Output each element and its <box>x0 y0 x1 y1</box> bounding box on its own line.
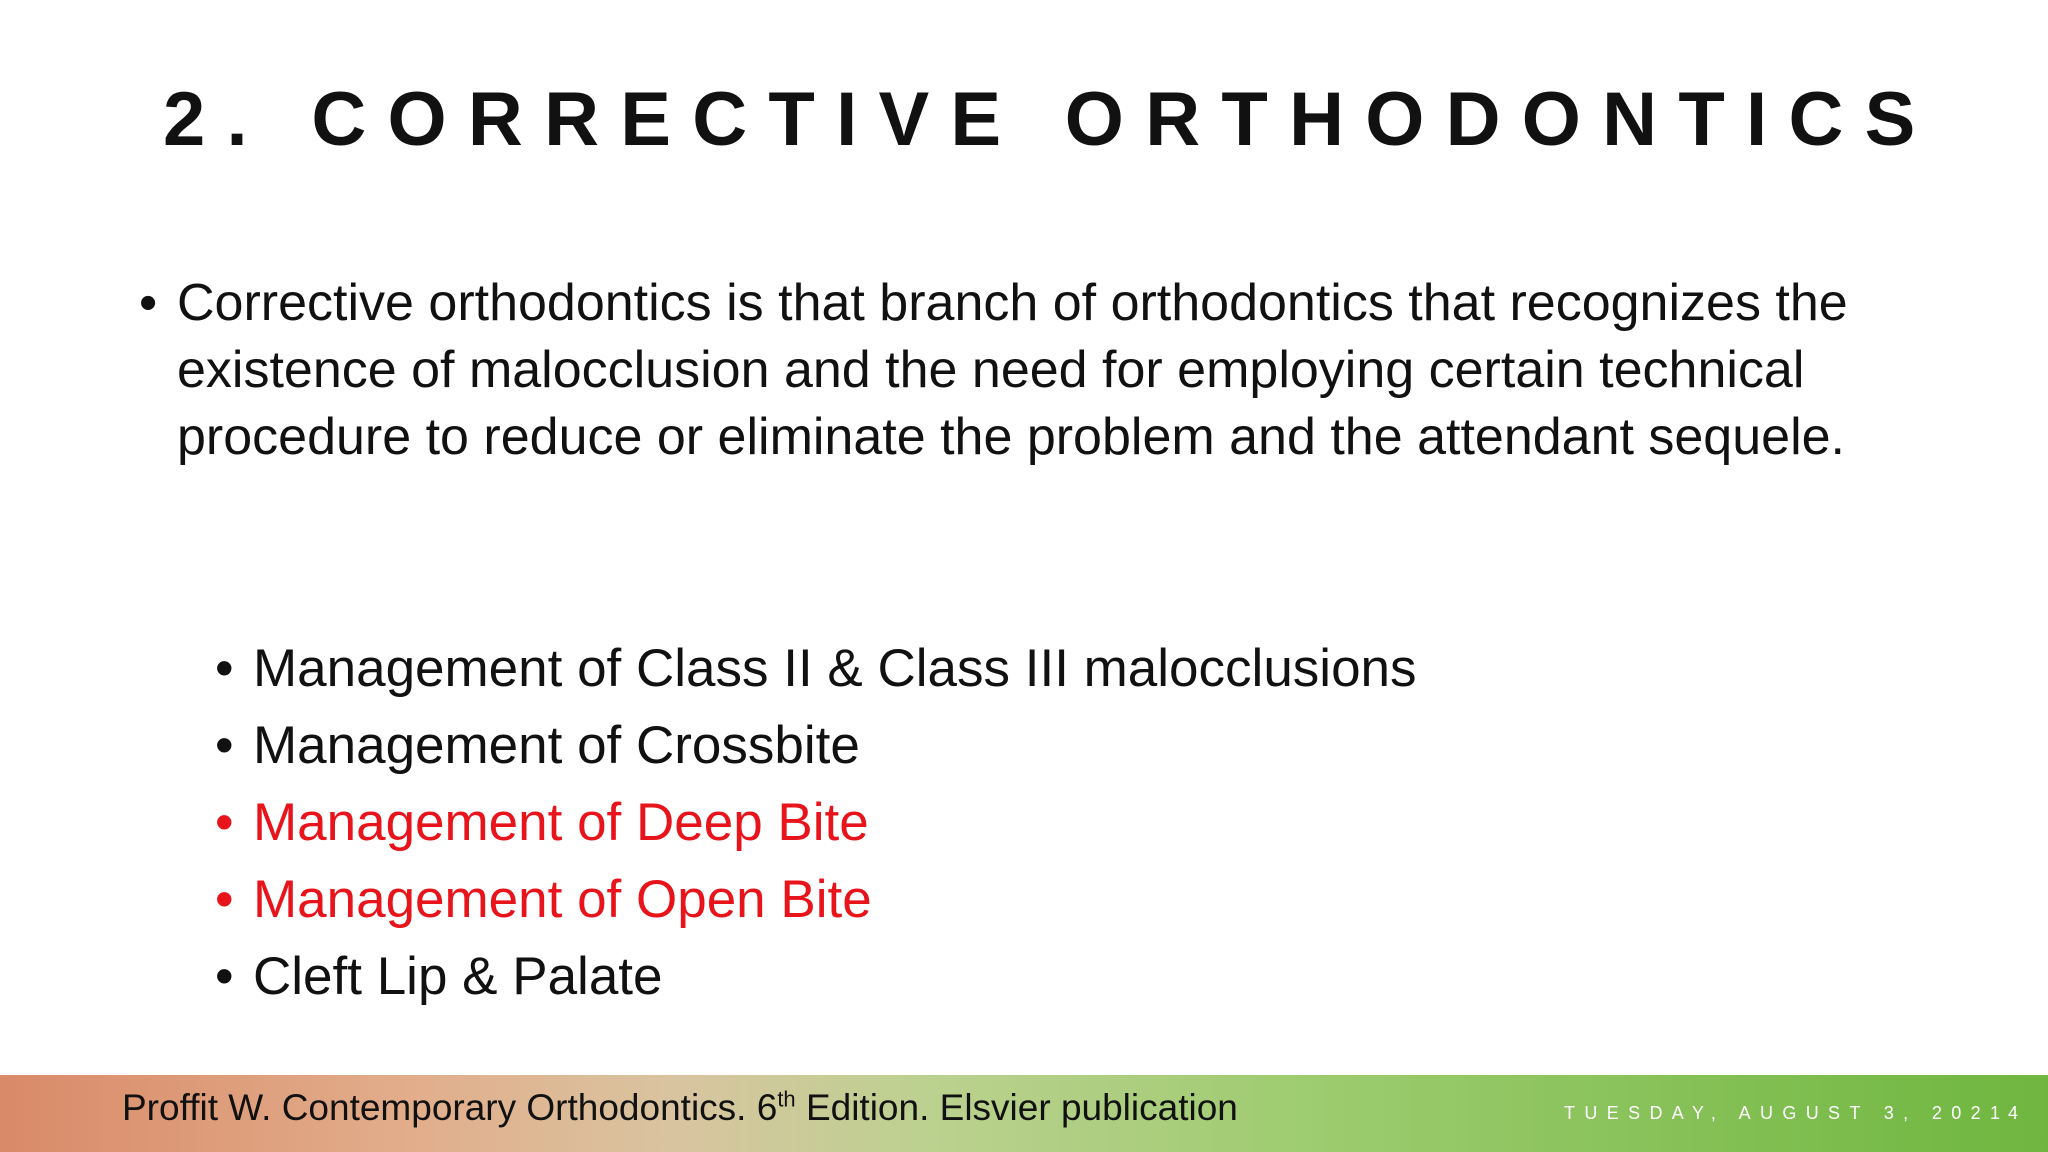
list-item <box>215 861 1417 938</box>
list-item <box>215 707 1417 784</box>
main-bullet-text: Corrective orthodontics is that branch of orthodontics that recognizes the existence of malocclusion and the need for employing certain technical procedure to reduce or eliminate the problem and the attendant sequele. <box>177 274 1848 466</box>
list-item-label: Cleft Lip & Palate <box>253 947 663 1006</box>
list-item-label: Management of Crossbite <box>253 716 860 775</box>
sub-bullet-list <box>215 630 1417 1015</box>
footer-citation <box>122 1086 1238 1130</box>
citation-text: Proffit W. Contemporary Orthodontics. 6 <box>122 1087 778 1128</box>
main-bullet <box>139 270 1959 471</box>
list-item-label: Management of Deep Bite <box>253 793 869 852</box>
list-item <box>215 784 1417 861</box>
bullet-icon: • <box>215 793 234 852</box>
bullet-icon: • <box>215 639 234 698</box>
bullet-icon: • <box>215 870 234 929</box>
list-item-label: Management of Open Bite <box>253 870 872 929</box>
bullet-icon: • <box>215 716 234 775</box>
page-number: 4 <box>2008 1103 2019 1123</box>
slide-body <box>139 270 1959 471</box>
list-item-label: Management of Class II & Class III malocclusions <box>253 639 1417 698</box>
citation-text-end: Edition. Elsvier publication <box>795 1087 1238 1128</box>
bullet-icon: • <box>215 947 234 1006</box>
slide-title: 2. CORRECTIVE ORTHODONTICS <box>163 77 1937 162</box>
footer-date: TUESDAY, AUGUST 3, 2021 <box>1564 1103 2010 1123</box>
citation-superscript: th <box>777 1086 796 1112</box>
list-item <box>215 630 1417 707</box>
bullet-icon: • <box>139 274 158 332</box>
list-item <box>215 938 1417 1015</box>
